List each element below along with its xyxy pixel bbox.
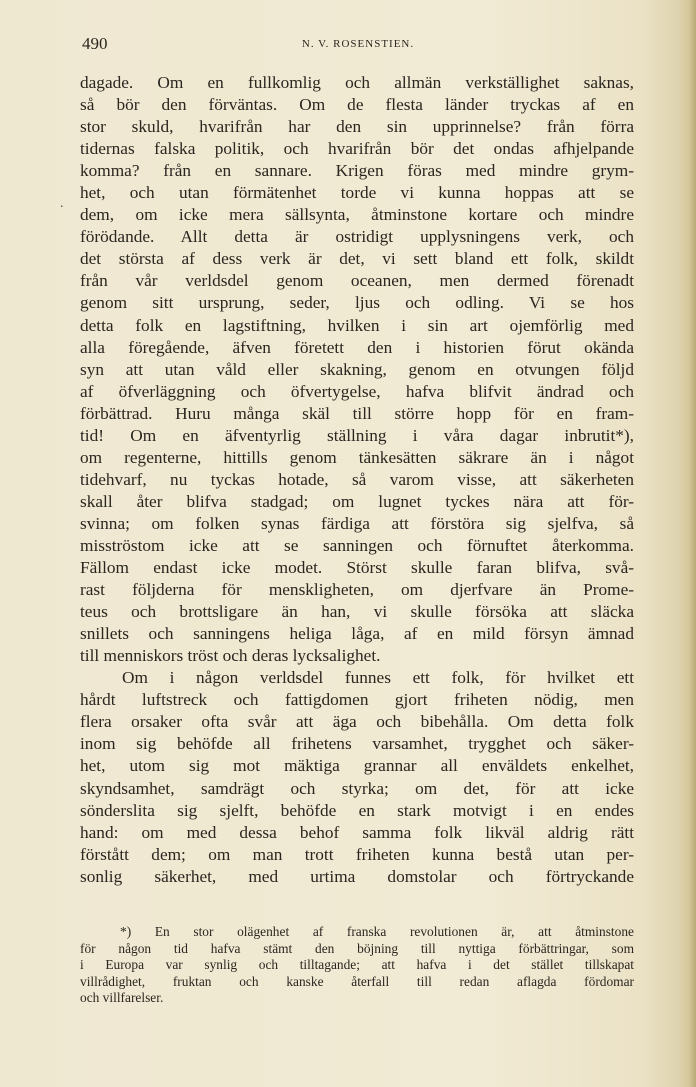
margin-mark: . [60, 196, 64, 211]
text-line: tidernas falska politik, och hvarifrån bör det ondas afhjelpande [80, 139, 634, 159]
text-line: stor skuld, hvarifrån har den sin upprinnelse? från förra [80, 117, 634, 137]
body-text [80, 72, 634, 888]
text-line: genom sitt ursprung, seder, ljus och odling. Vi se hos [80, 293, 634, 313]
text-line: teus och brottsligare än han, vi skulle försöka att släcka [80, 602, 634, 622]
text-line: inom sig behöfde all frihetens varsamhet, trygghet och säker- [80, 734, 634, 754]
text-line: rast följderna för menskligheten, om djerfvare än Prome- [80, 580, 634, 600]
text-line: så bör den förväntas. Om de flesta länder tryckas af en [80, 95, 634, 115]
text-line: från vår verldsdel genom oceanen, men dermed förenadt [80, 271, 634, 291]
text-line: flera orsaker ofta svår att äga och bibehålla. Om detta folk [80, 712, 634, 732]
footnote [80, 924, 634, 1007]
text-line: svinna; om folken synas färdiga att förstöra sig sjelfva, så [80, 513, 634, 533]
text-line: komma? från en sannare. Krigen föras med mindre grym- [80, 161, 634, 181]
footnote-line: och villfarelser. [80, 990, 164, 1006]
text-line: dagade. Om en fullkomlig och allmän verkställighet saknas, [80, 73, 634, 92]
text-line: skyndsamhet, samdrägt och styrka; om det, för att icke [80, 778, 634, 798]
text-line: förödande. Allt detta är ostridigt upplysningens verk, och [80, 227, 634, 247]
footnote-line: villrådighet, fruktan och kanske återfall till redan aflagda fördomar [80, 973, 634, 989]
page-number: 490 [82, 34, 108, 53]
text-line: het, och utan förmätenhet torde vi kunna hoppas att se [80, 183, 634, 203]
text-line: misströstom icke att se sanningen och förnuftet återkomma. [80, 535, 634, 555]
text-line: snillets och sanningens heliga låga, af en mild försyn ämnad [80, 624, 634, 644]
text-line: förstått dem; om man trott friheten kunna bestå utan per- [80, 844, 634, 864]
text-line: dem, om icke mera sällsynta, åtminstone kortare och mindre [80, 205, 634, 225]
text-line: hand: om med dessa behof samma folk likväl aldrig rätt [80, 822, 634, 842]
text-line: tidehvarf, nu tyckas hotade, så varom visse, att säkerheten [80, 469, 634, 489]
running-head: N. V. ROSENSTIEN. [301, 38, 415, 50]
text-line: het, utom sig mot mäktiga grannar all enväldets enkelhet, [80, 756, 634, 776]
text-line: Fällom endast icke modet. Störst skulle faran blifva, svå- [80, 558, 634, 578]
text-line: Om i någon verldsdel funnes ett folk, för hvilket ett [122, 668, 634, 688]
text-line: syn att utan våld eller skakning, genom en otvungen följd [80, 359, 634, 379]
footnote-line: för någon tid hafva stämt den böjning till nyttiga förbättringar, som [80, 940, 634, 956]
text-line: förbättrad. Huru många skäl till större hopp för en fram- [80, 403, 634, 423]
footnote-line: *) En stor olägenhet af franska revolutionen är, att åtminstone [120, 924, 634, 939]
text-line: om regenterne, hittills genom tänkesätten säkrare än i något [80, 447, 634, 467]
text-line: skall åter blifva stadgad; om lugnet tyckes nära att för- [80, 491, 634, 511]
text-line: alla föregående, äfven företett den i historien förut okända [80, 337, 634, 357]
footnote-line: i Europa var synlig och tilltagande; att hafva i det stället tillskapat [80, 957, 634, 973]
text-line: tid! Om en äfventyrlig ställning i våra dagar inbrutit*), [80, 425, 634, 445]
text-line: detta folk en lagstiftning, hvilken i sin art ojemförlig med [80, 315, 634, 335]
page-edge-shadow [678, 0, 696, 1087]
text-line: sönderslita sig sjelft, behöfde en stark motvigt i en endes [80, 800, 634, 820]
text-line: till menniskors tröst och deras lycksalighet. [80, 646, 381, 666]
text-line: af öfverläggning och öfvertygelse, hafva blifvit ändrad och [80, 381, 634, 401]
text-line: hårdt luftstreck och fattigdomen gjort friheten nödig, men [80, 690, 634, 710]
text-line: det största af dess verk är det, vi sett bland ett folk, skildt [80, 249, 634, 269]
text-line: sonlig säkerhet, med urtima domstolar och förtryckande [80, 866, 634, 886]
page-header [82, 34, 634, 56]
